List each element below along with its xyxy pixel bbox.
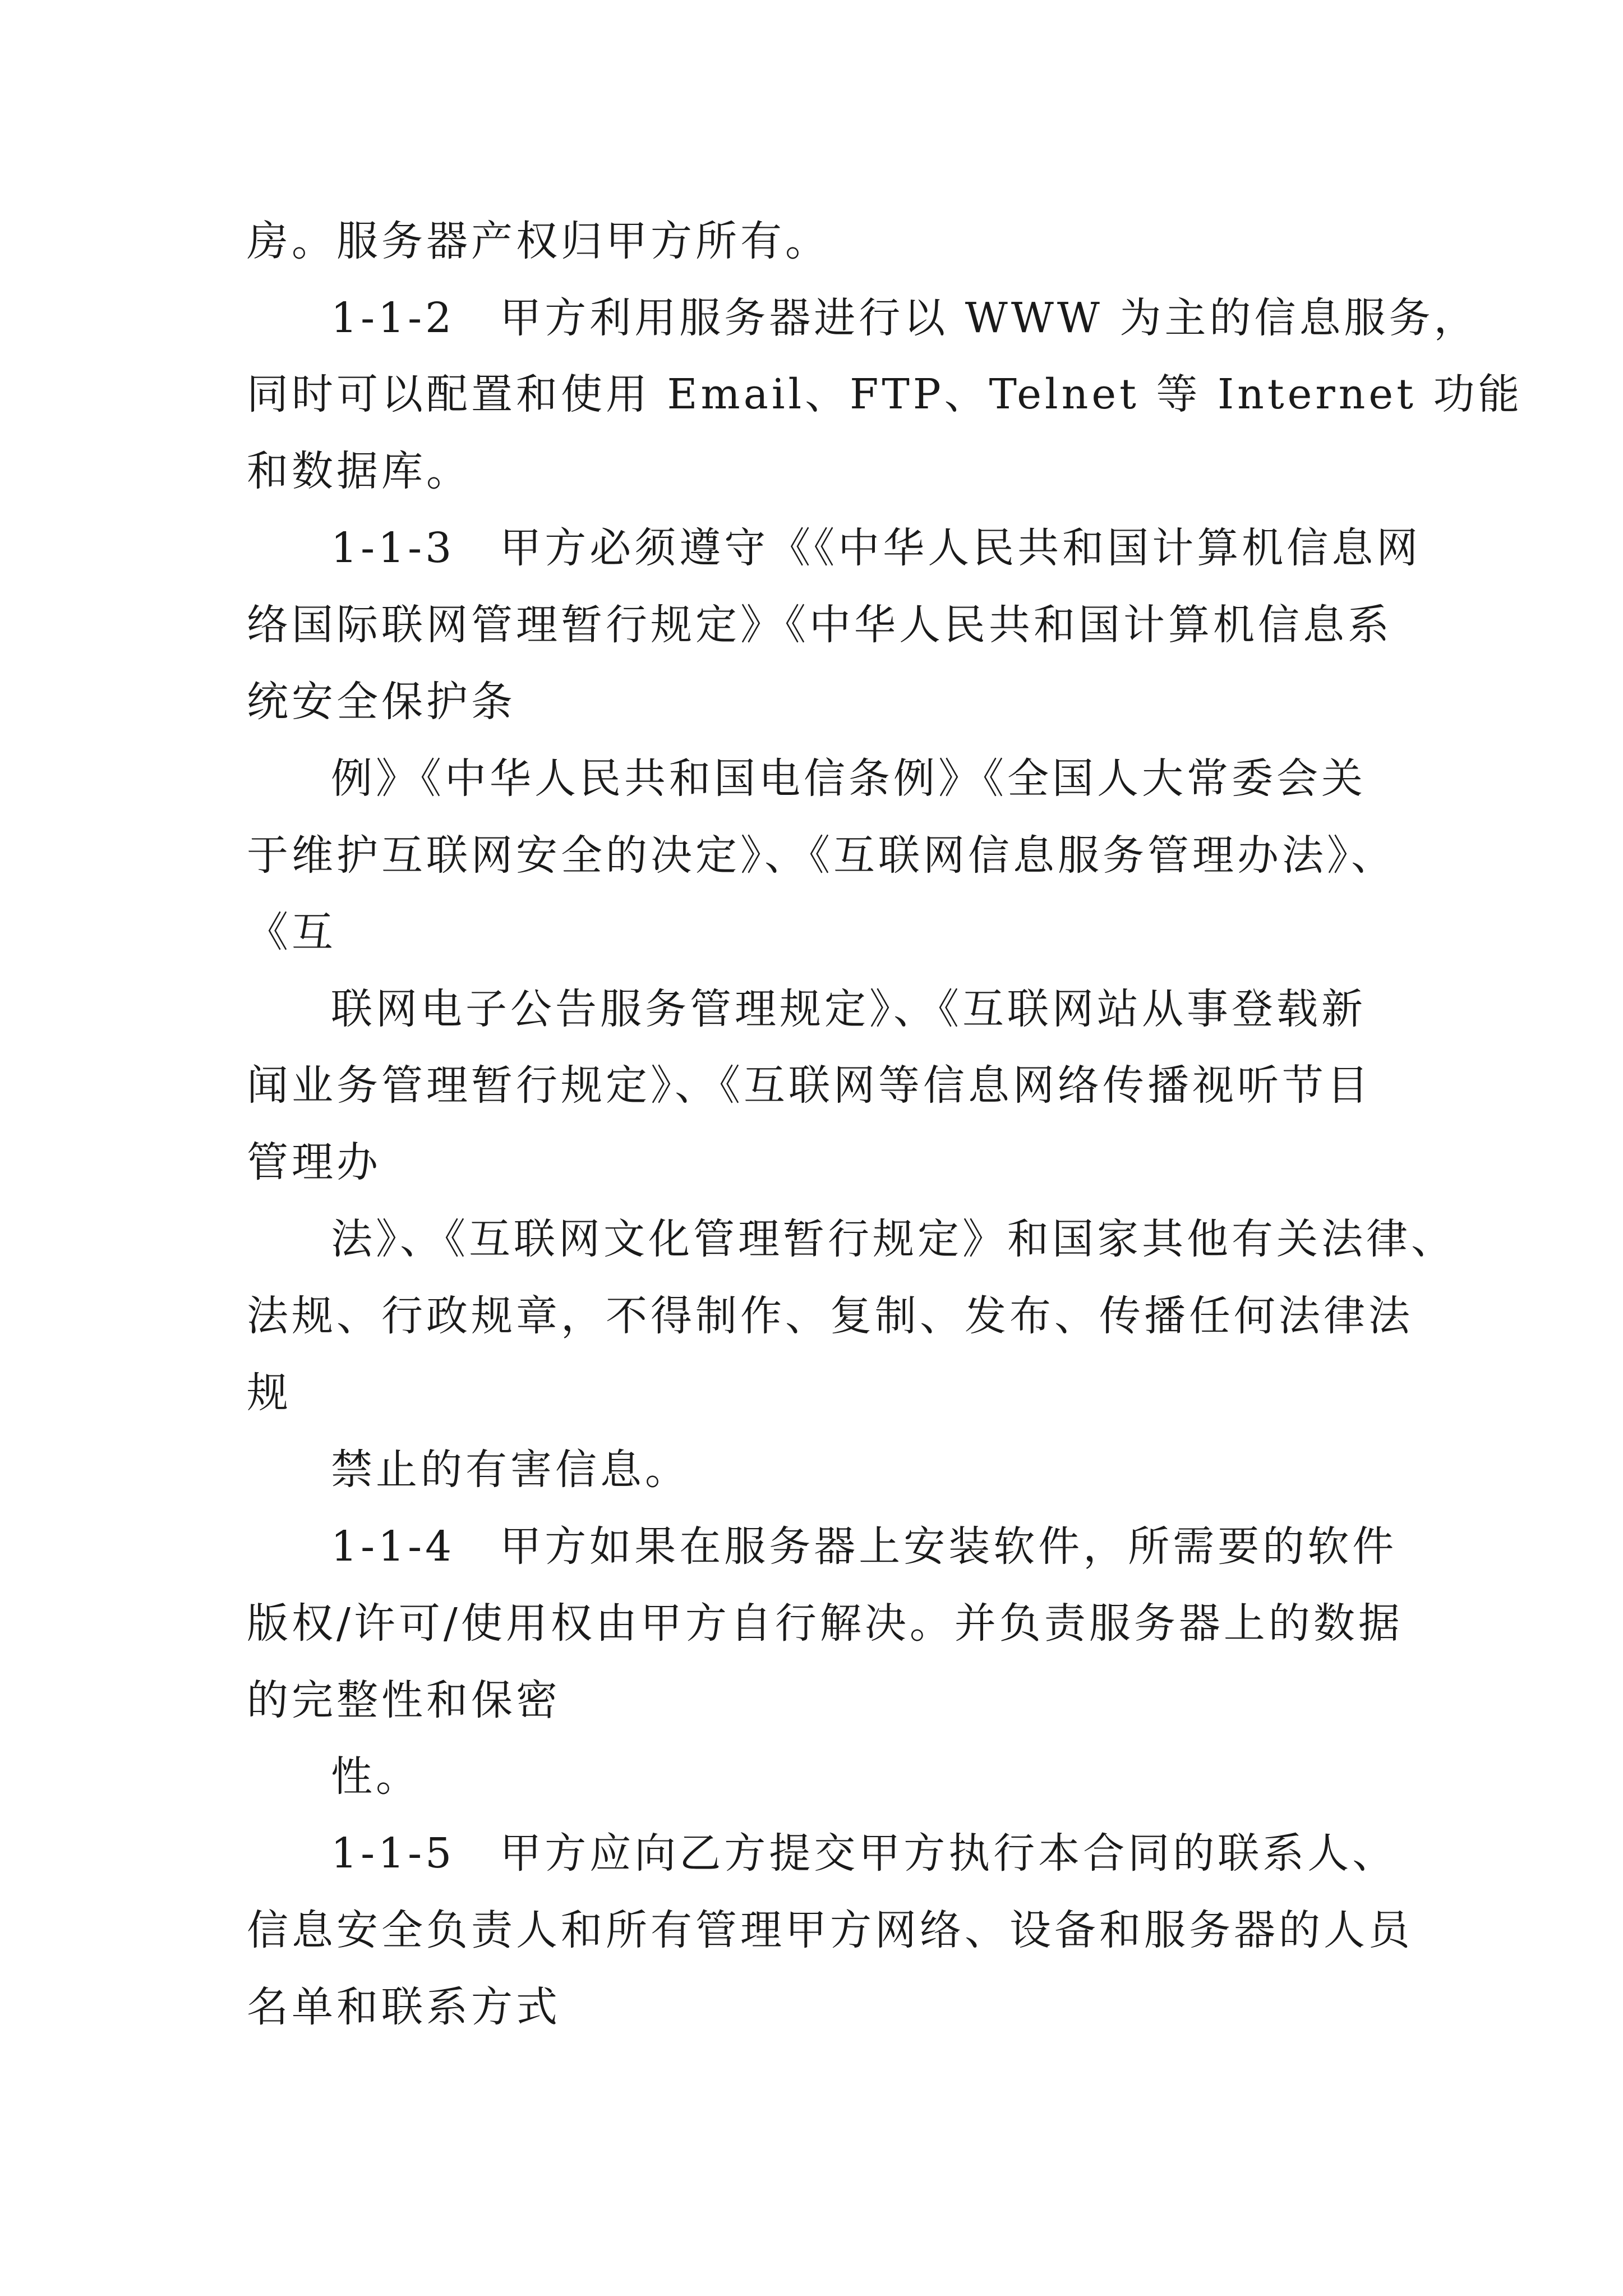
text-line: 闻业务管理暂行规定》、《互联网等信息网络传播视听节目 — [247, 1061, 1372, 1110]
text-line: 例》《中华人民共和国电信条例》《全国人大常委会关 — [331, 754, 1366, 803]
clause-1-1-4-line: 1-1-4 甲方如果在服务器上安装软件，所需要的软件 — [331, 1522, 1398, 1571]
text-line: 和数据库。 — [247, 447, 471, 495]
text-line: 规 — [247, 1369, 292, 1417]
text-line: 《互 — [247, 908, 336, 956]
clause-1-1-3-line: 1-1-3 甲方必须遵守《《中华人民共和国计算机信息网 — [331, 524, 1422, 572]
text-line: 统安全保护条 — [247, 678, 516, 726]
text-line: 禁止的有害信息。 — [331, 1446, 690, 1494]
text-line: 法》、《互联网文化管理暂行规定》和国家其他有关法律、 — [331, 1215, 1456, 1263]
text-line: 版权/许可/使用权由甲方自行解决。并负责服务器上的数据 — [247, 1599, 1403, 1648]
text-line: 联网电子公告服务管理规定》、《互联网站从事登载新 — [331, 985, 1366, 1033]
text-line: 房。服务器产权归甲方所有。 — [247, 217, 830, 265]
text-line: 信息安全负责人和所有管理甲方网络、设备和服务器的人员 — [247, 1906, 1413, 1954]
clause-1-1-2-line: 1-1-2 甲方利用服务器进行以 WWW 为主的信息服务， — [331, 294, 1479, 342]
text-line: 同时可以配置和使用 Email、FTP、Telnet 等 Internet 功能 — [247, 370, 1523, 418]
text-line: 性。 — [331, 1752, 421, 1801]
text-line: 的完整性和保密 — [247, 1676, 561, 1724]
clause-1-1-5-line: 1-1-5 甲方应向乙方提交甲方执行本合同的联系人、 — [331, 1829, 1398, 1878]
text-line: 管理办 — [247, 1138, 381, 1186]
text-line: 法规、行政规章，不得制作、复制、发布、传播任何法律法 — [247, 1292, 1413, 1340]
text-line: 络国际联网管理暂行规定》《中华人民共和国计算机信息系 — [247, 601, 1393, 649]
text-line: 名单和联系方式 — [247, 1983, 561, 2031]
text-line: 于维护互联网安全的决定》、《互联网信息服务管理办法》、 — [247, 831, 1396, 880]
